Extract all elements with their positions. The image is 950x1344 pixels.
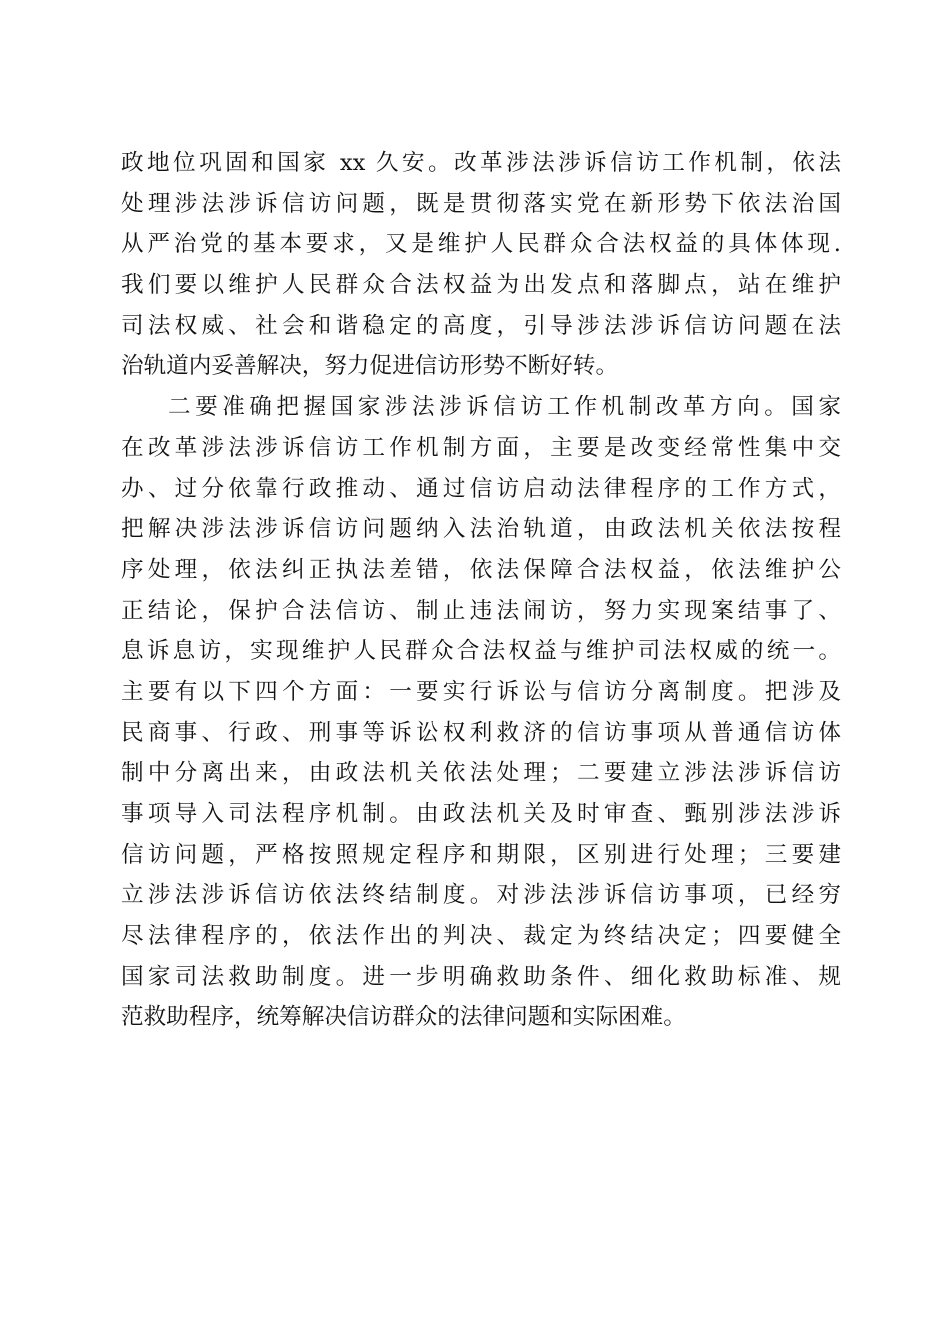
text-line: 立涉法涉诉信访依法终结制度。对涉法涉诉信访事项，已经穷 (121, 882, 841, 909)
text-line: 序处理，依法纠正执法差错，依法保障合法权益，依法维护公 (121, 556, 841, 583)
text-line: 办、过分依靠行政推动、通过信访启动法律程序的工作方式， (121, 475, 841, 502)
text-line: 在改革涉法涉诉信访工作机制方面，主要是改变经常性集中交 (121, 434, 841, 461)
text-line: 把解决涉法涉诉信访问题纳入法治轨道，由政法机关依法按程 (121, 516, 841, 543)
text-line: 司法权威、社会和谐稳定的高度，引导涉法涉诉信访问题在法 (121, 312, 841, 339)
text-line: 息诉息访，实现维护人民群众合法权益与维护司法权威的统一。 (121, 638, 841, 665)
text-line: 主要有以下四个方面：一要实行诉讼与信访分离制度。把涉及 (121, 678, 841, 705)
text-line: 政地位巩固和国家 xx 久安。改革涉法涉诉信访工作机制，依法 (121, 150, 841, 176)
text-line: 从严治党的基本要求，又是维护人民群众合法权益的具体体现. (121, 231, 841, 258)
text-line: 尽法律程序的，依法作出的判决、裁定为终结决定；四要健全 (121, 923, 841, 950)
text-line: 治轨道内妥善解决，努力促进信访形势不断好转。 (121, 353, 619, 380)
text-line: 制中分离出来，由政法机关依法处理；二要建立涉法涉诉信访 (121, 760, 841, 787)
text-line: 事项导入司法程序机制。由政法机关及时审查、甄别涉法涉诉 (121, 801, 841, 827)
text-line: 国家司法救助制度。进一步明确救助条件、细化救助标准、规 (121, 963, 841, 990)
text-line: 我们要以维护人民群众合法权益为出发点和落脚点，站在维护 (121, 272, 841, 299)
paragraph-start-line: 二要准确把握国家涉法涉诉信访工作机制改革方向。国家 (168, 394, 841, 421)
text-line: 正结论，保护合法信访、制止违法闹访，努力实现案结事了、 (121, 597, 841, 624)
body-text (121, 143, 841, 1038)
text-line: 信访问题，严格按照规定程序和期限，区别进行处理；三要建 (121, 841, 841, 868)
text-line: 处理涉法涉诉信访问题，既是贯彻落实党在新形势下依法治国 (121, 190, 841, 217)
text-line: 民商事、行政、刑事等诉讼权利救济的信访事项从普通信访体 (121, 719, 841, 746)
text-line: 范救助程序，统筹解决信访群众的法律问题和实际困难。 (121, 1004, 686, 1031)
